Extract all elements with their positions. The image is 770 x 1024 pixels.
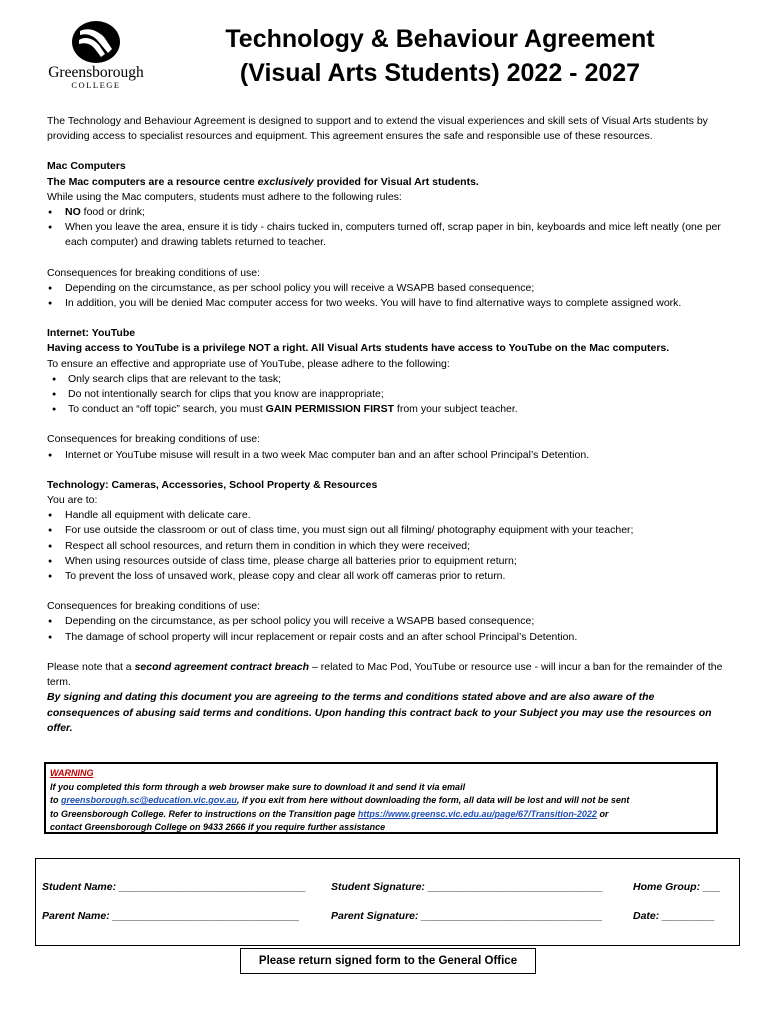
mac-rules-intro: While using the Mac computers, students must adhere to the following rules: xyxy=(47,190,402,203)
list-item: ● To conduct an “off topic” search, you must GAIN PERMISSION FIRST from your subject teacher. xyxy=(47,402,727,417)
agreement-body xyxy=(47,114,727,736)
warning-title: WARNING xyxy=(50,768,94,778)
logo-subtitle: COLLEGE xyxy=(71,80,121,90)
list-item: ● NO food or drink; xyxy=(47,205,727,220)
return-notice: Please return signed form to the General Office xyxy=(240,948,536,974)
list-item: ● For use outside the classroom or out of class time, you must sign out all filming/ photography equipment with your teacher; xyxy=(47,523,727,538)
internet-consequences-intro: Consequences for breaking conditions of use: xyxy=(47,433,261,446)
date-field[interactable]: Date: _________ xyxy=(633,910,715,922)
list-item: ● Respect all school resources, and return them in condition in which they were received; xyxy=(47,539,727,554)
warning-box xyxy=(44,762,718,834)
signing-note: By signing and dating this document you are agreeing to the terms and conditions stated above and are also aware of the consequences of abusing said terms and conditions. Upon handing this contract back to your Subject you may use the resources on offer. xyxy=(47,691,712,734)
list-item: ● In addition, you will be denied Mac computer access for two weeks. You will have to find alternative ways to complete assigned work. xyxy=(47,296,727,311)
title-line-1: Technology & Behaviour Agreement xyxy=(225,25,655,53)
college-emblem-icon xyxy=(71,20,121,64)
list-item: ● Internet or YouTube misuse will result in a two week Mac computer ban and an after school Principal’s Detention. xyxy=(47,448,727,463)
technology-heading: Technology: Cameras, Accessories, School Property & Resources xyxy=(47,478,378,491)
parent-name-field[interactable]: Parent Name: ________________________________ xyxy=(42,910,300,922)
warning-line-1: If you completed this form through a web browser make sure to download it and send it via email xyxy=(50,781,466,792)
list-item: ● When you leave the area, ensure it is tidy - chairs tucked in, computers turned off, scrap paper in bin, keyboards and mice left neatly (one per each computer) and drawing tablets returned to teacher. xyxy=(47,220,727,250)
parent-signature-field[interactable]: Parent Signature: _______________________________ xyxy=(331,910,603,922)
technology-intro: You are to: xyxy=(47,494,98,507)
list-item: ● Handle all equipment with delicate care. xyxy=(47,508,727,523)
college-logo xyxy=(40,20,152,100)
list-item: ● Only search clips that are relevant to the task; xyxy=(47,372,727,387)
internet-lead: Having access to YouTube is a privilege NOT a right. All Visual Arts students have access to YouTube on the Mac computers. xyxy=(47,342,670,355)
list-item: ● When using resources outside of class time, please charge all batteries prior to equipment return; xyxy=(47,554,727,569)
mac-heading: Mac Computers xyxy=(47,160,126,173)
mac-consequences-list xyxy=(47,281,727,311)
list-item: ● Depending on the circumstance, as per school policy you will receive a WSAPB based consequence; xyxy=(47,281,727,296)
home-group-field[interactable]: Home Group: ___ xyxy=(633,881,721,893)
mac-lead: The Mac computers are a resource centre exclusively provided for Visual Art students. xyxy=(47,175,479,188)
intro-paragraph: The Technology and Behaviour Agreement is designed to support and to extend the visual experiences and skill sets of Visual Arts students by providing access to specialist resources and equipment. This agreement ensures the safe and responsible use of these resources. xyxy=(47,115,708,143)
internet-consequences-list xyxy=(47,448,727,463)
list-item: ● To prevent the loss of unsaved work, please copy and clear all work off cameras prior to return. xyxy=(47,569,727,584)
internet-rules-intro: To ensure an effective and appropriate use of YouTube, please adhere to the following: xyxy=(47,357,450,370)
email-link[interactable]: greensborough.sc@education.vic.gov.au xyxy=(61,795,237,805)
warning-line-3: to Greensborough College. Refer to instructions on the Transition page https://www.greensc.vic.edu.au/page/67/Transition-2022 or xyxy=(50,808,609,819)
title-line-2: (Visual Arts Students) 2022 - 2027 xyxy=(239,59,641,87)
breach-note: Please note that a second agreement contract breach – related to Mac Pod, YouTube or resource use - will incur a ban for the remainder of the term. xyxy=(47,660,723,689)
logo-name: Greensborough xyxy=(48,64,144,81)
page-title xyxy=(160,22,720,90)
technology-consequences-list xyxy=(47,614,727,644)
technology-consequences-intro: Consequences for breaking conditions of use: xyxy=(47,600,261,613)
list-item: ● Depending on the circumstance, as per school policy you will receive a WSAPB based consequence; xyxy=(47,614,727,629)
technology-list xyxy=(47,508,727,584)
list-item: ● The damage of school property will incur replacement or repair costs and an after school Principal’s Detention. xyxy=(47,630,727,645)
student-signature-field[interactable]: Student Signature: ______________________________ xyxy=(331,881,604,893)
mac-rules-list xyxy=(47,205,727,251)
transition-page-link[interactable]: https://www.greensc.vic.edu.au/page/67/Transition-2022 xyxy=(357,808,597,819)
mac-consequences-intro: Consequences for breaking conditions of use: xyxy=(47,266,261,279)
internet-rules-list xyxy=(47,372,727,418)
list-item: ● Do not intentionally search for clips that you know are inappropriate; xyxy=(47,387,727,402)
internet-heading: Internet: YouTube xyxy=(47,327,136,340)
warning-line-4: contact Greensborough College on 9433 2666 if you require further assistance xyxy=(50,822,386,832)
warning-line-2: to greensborough.sc@education.vic.gov.au, if you exit from here without downloading the form, all data will be lost and will not be sent xyxy=(50,795,630,805)
signature-box xyxy=(35,858,740,946)
student-name-field[interactable]: Student Name: ________________________________ xyxy=(42,881,306,893)
